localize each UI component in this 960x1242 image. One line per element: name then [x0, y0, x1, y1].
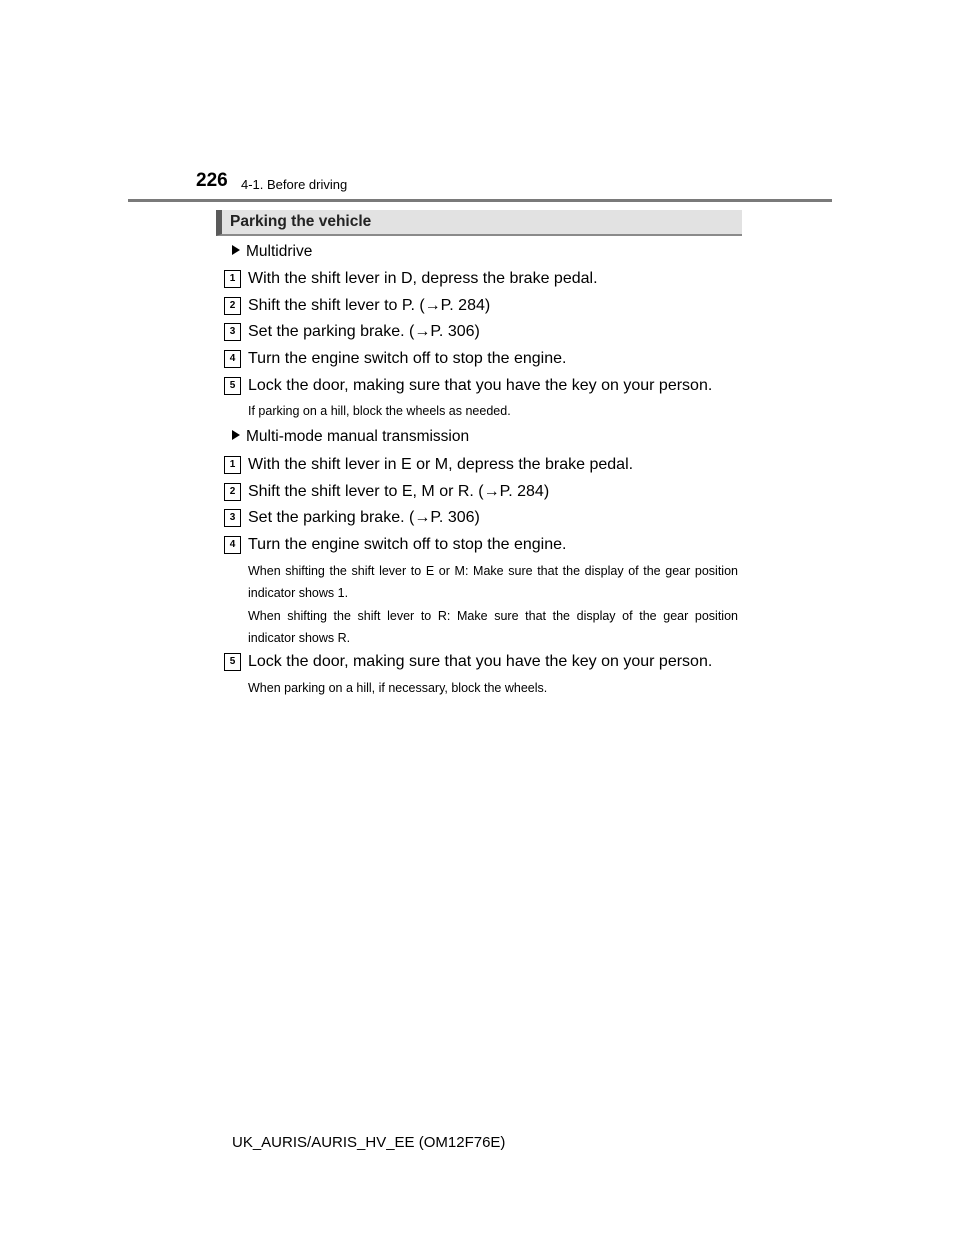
triangle-bullet-icon	[232, 245, 240, 255]
step-text: Turn the engine switch off to stop the engine.	[248, 536, 567, 553]
mmt-note-final: When parking on a hill, if necessary, block the wheels.	[248, 681, 548, 695]
step-text: With the shift lever in E or M, depress the brake pedal.	[248, 456, 634, 473]
multidrive-heading: Multidrive	[232, 243, 312, 261]
header-rule	[128, 199, 832, 202]
step-number-badge: 2	[224, 483, 241, 501]
mmt-note-r: When shifting the shift lever to R: Make sure that the display of the gear position indicator shows R.	[248, 609, 738, 645]
step-number-badge: 4	[224, 350, 241, 368]
step-number-badge: 1	[224, 456, 241, 474]
step-text: Lock the door, making sure that you have the key on your person.	[248, 653, 713, 670]
step-text: Lock the door, making sure that you have the key on your person.	[248, 377, 713, 394]
mmt-heading: Multi-mode manual transmission	[232, 428, 469, 446]
step-number-badge: 3	[224, 509, 241, 527]
triangle-bullet-icon	[232, 430, 240, 440]
section-title: Parking the vehicle	[230, 213, 372, 230]
step-text: With the shift lever in D, depress the brake pedal.	[248, 270, 598, 287]
section-title-bar	[216, 210, 742, 236]
step-text: Turn the engine switch off to stop the engine.	[248, 350, 567, 367]
document-footer: UK_AURIS/AURIS_HV_EE (OM12F76E)	[232, 1134, 506, 1151]
step-text: Shift the shift lever to E, M or R. (→P. 284)	[248, 483, 550, 500]
step-number-badge: 2	[224, 297, 241, 315]
step-text: Set the parking brake. (→P. 306)	[248, 509, 480, 526]
step-text: Set the parking brake. (→P. 306)	[248, 323, 480, 340]
step-number-badge: 3	[224, 323, 241, 341]
step-number-badge: 4	[224, 536, 241, 554]
step-number-badge: 5	[224, 653, 241, 671]
step-number-badge: 1	[224, 270, 241, 288]
step-number-badge: 5	[224, 377, 241, 395]
page-number: 226	[196, 170, 228, 191]
multidrive-note: If parking on a hill, block the wheels as needed.	[248, 404, 511, 418]
section-label: 4-1. Before driving	[241, 177, 348, 192]
mmt-note-em: When shifting the shift lever to E or M: Make sure that the display of the gear position indicator shows 1.	[248, 564, 738, 600]
step-text: Shift the shift lever to P. (→P. 284)	[248, 297, 491, 314]
